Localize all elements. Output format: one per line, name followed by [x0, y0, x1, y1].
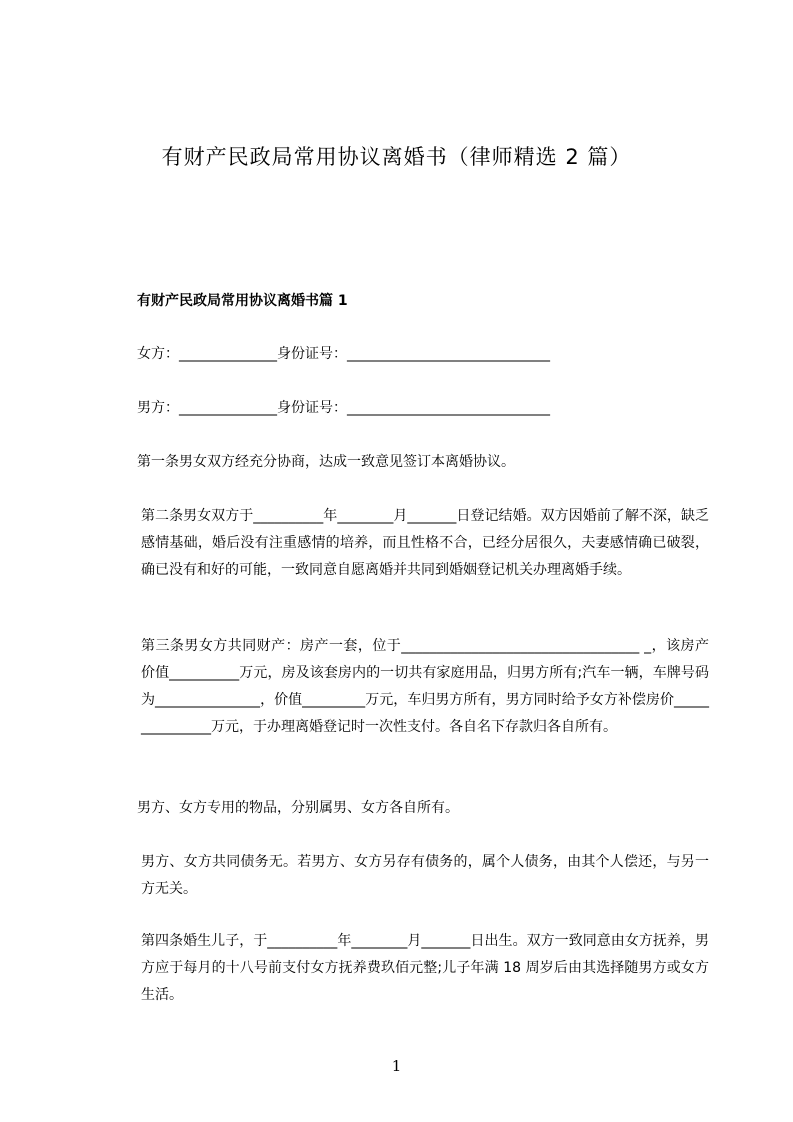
debts-clause: 男方、女方共同债务无。若男方、女方另存有债务的，属个人债务，由其个人偿还，与另一方无关。	[141, 854, 709, 897]
personal-items-clause: 男方、女方专用的物品，分别属男、女方各自所有。	[137, 800, 459, 816]
article-1: 第一条男女双方经充分协商，达成一致意见签订本离婚协议。	[137, 454, 515, 470]
section-heading: 有财产民政局常用协议离婚书篇 1	[137, 293, 348, 309]
male-party-line: 男方：______________身份证号：_____________________________	[137, 400, 550, 416]
page-number: 1	[391, 1057, 402, 1075]
article-4: 第四条婚生儿子，于__________年________月_______日出生。双方一致同意由女方抚养，男方应于每月的十八号前支付女方抚养费玖佰元整;儿子年满 18 周岁后由其选择随男方或女方生活。	[141, 933, 709, 1003]
article-3: 第三条男女方共同财产：房产一套，位于__________________________________ _，该房产价值__________万元，房及该套房内的一切共有家庭用品，归男方所有;汽车一辆，车牌号码为_______________，价值_________万元，车归男方所有，男方同时给予女方补偿房价_______________万元，于办理离婚登记时一次性支付。各自名下存款归各自所有。	[141, 638, 709, 735]
article-2: 第二条男女双方于__________年________月_______日登记结婚。双方因婚前了解不深，缺乏感情基础，婚后没有注重感情的培养，而且性格不合，已经分居很久，夫妻感情确已破裂，确已没有和好的可能，一致同意自愿离婚并共同到婚姻登记机关办理离婚手续。	[141, 508, 709, 578]
female-party-line: 女方：______________身份证号：_____________________________	[137, 346, 550, 362]
document-title: 有财产民政局常用协议离婚书（律师精选 2 篇）	[161, 145, 632, 169]
